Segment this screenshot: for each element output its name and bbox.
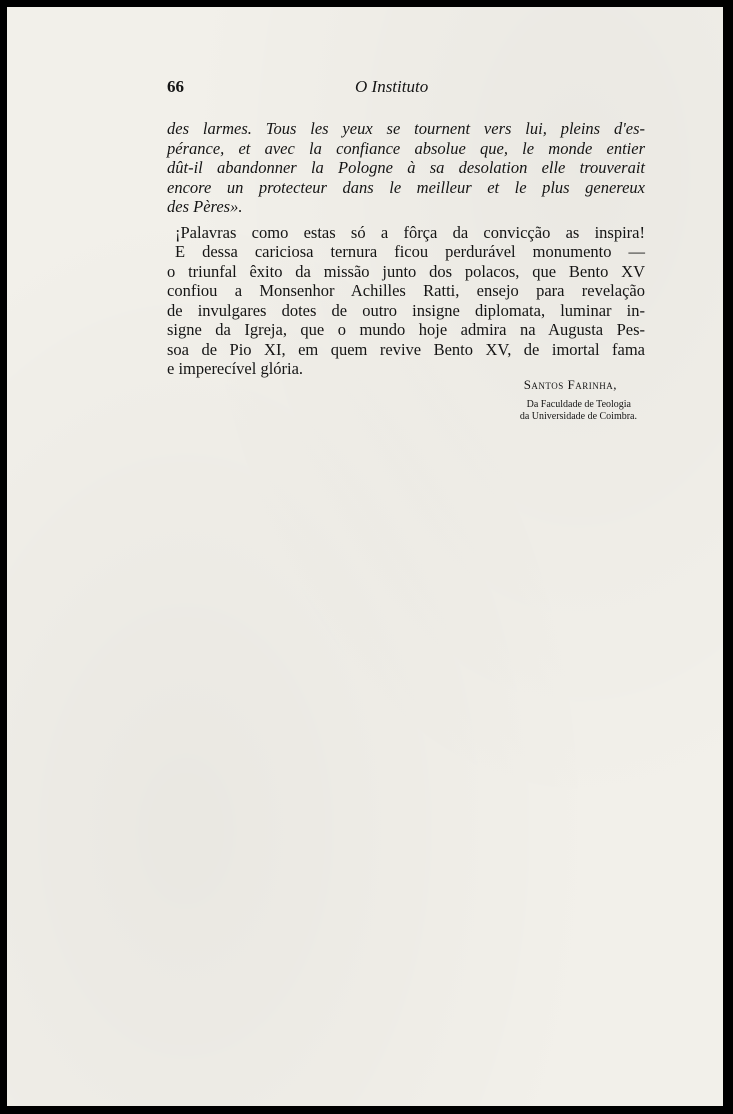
paragraph-line: de invulgares dotes de outro insigne diplomata, luminar in- [167,300,645,320]
paragraph [167,223,645,379]
page-number: 66 [167,77,184,96]
author-affiliation [447,399,637,423]
paragraph-line: o triunfal êxito da missão junto dos polacos, que Bento XV [167,261,645,281]
paragraph-line: confiou a Monsenhor Achilles Ratti, ensejo para revelação [167,281,645,300]
paragraph-line: soa de Pio XI, em quem revive Bento XV, de imortal fama [167,339,645,359]
french-quote [167,119,645,217]
paragraph-line: signe da Igreja, que o mundo hoje admira na Augusta Pes- [167,320,645,339]
affiliation-line: Da Faculdade de Teologia [526,399,631,410]
paragraph-line: e imperecível glória. [167,359,304,378]
paragraph-line: E dessa cariciosa ternura ficou perdurável monumento — [175,242,645,261]
quote-line: pérance, et avec la confiance absolue que, le monde entier [167,138,645,158]
quote-line: encore un protecteur dans le meilleur et le plus genereux [167,177,645,197]
author-name: Santos Farinha, [523,377,617,392]
affiliation-line: da Universidade de Coimbra. [519,411,637,422]
quote-line: des Pères». [167,197,243,216]
body-text [167,119,645,379]
signature [447,377,647,423]
page [7,7,723,1106]
quote-line: des larmes. Tous les yeux se tournent vers lui, pleins d'es- [167,119,645,138]
quote-line: dût-il abandonner la Pologne à sa desolation elle trouverait [167,158,645,177]
paragraph-line: ¡Palavras como estas só a fôrça da convicção as inspira! [175,222,645,242]
running-title: O Instituto [355,77,429,96]
